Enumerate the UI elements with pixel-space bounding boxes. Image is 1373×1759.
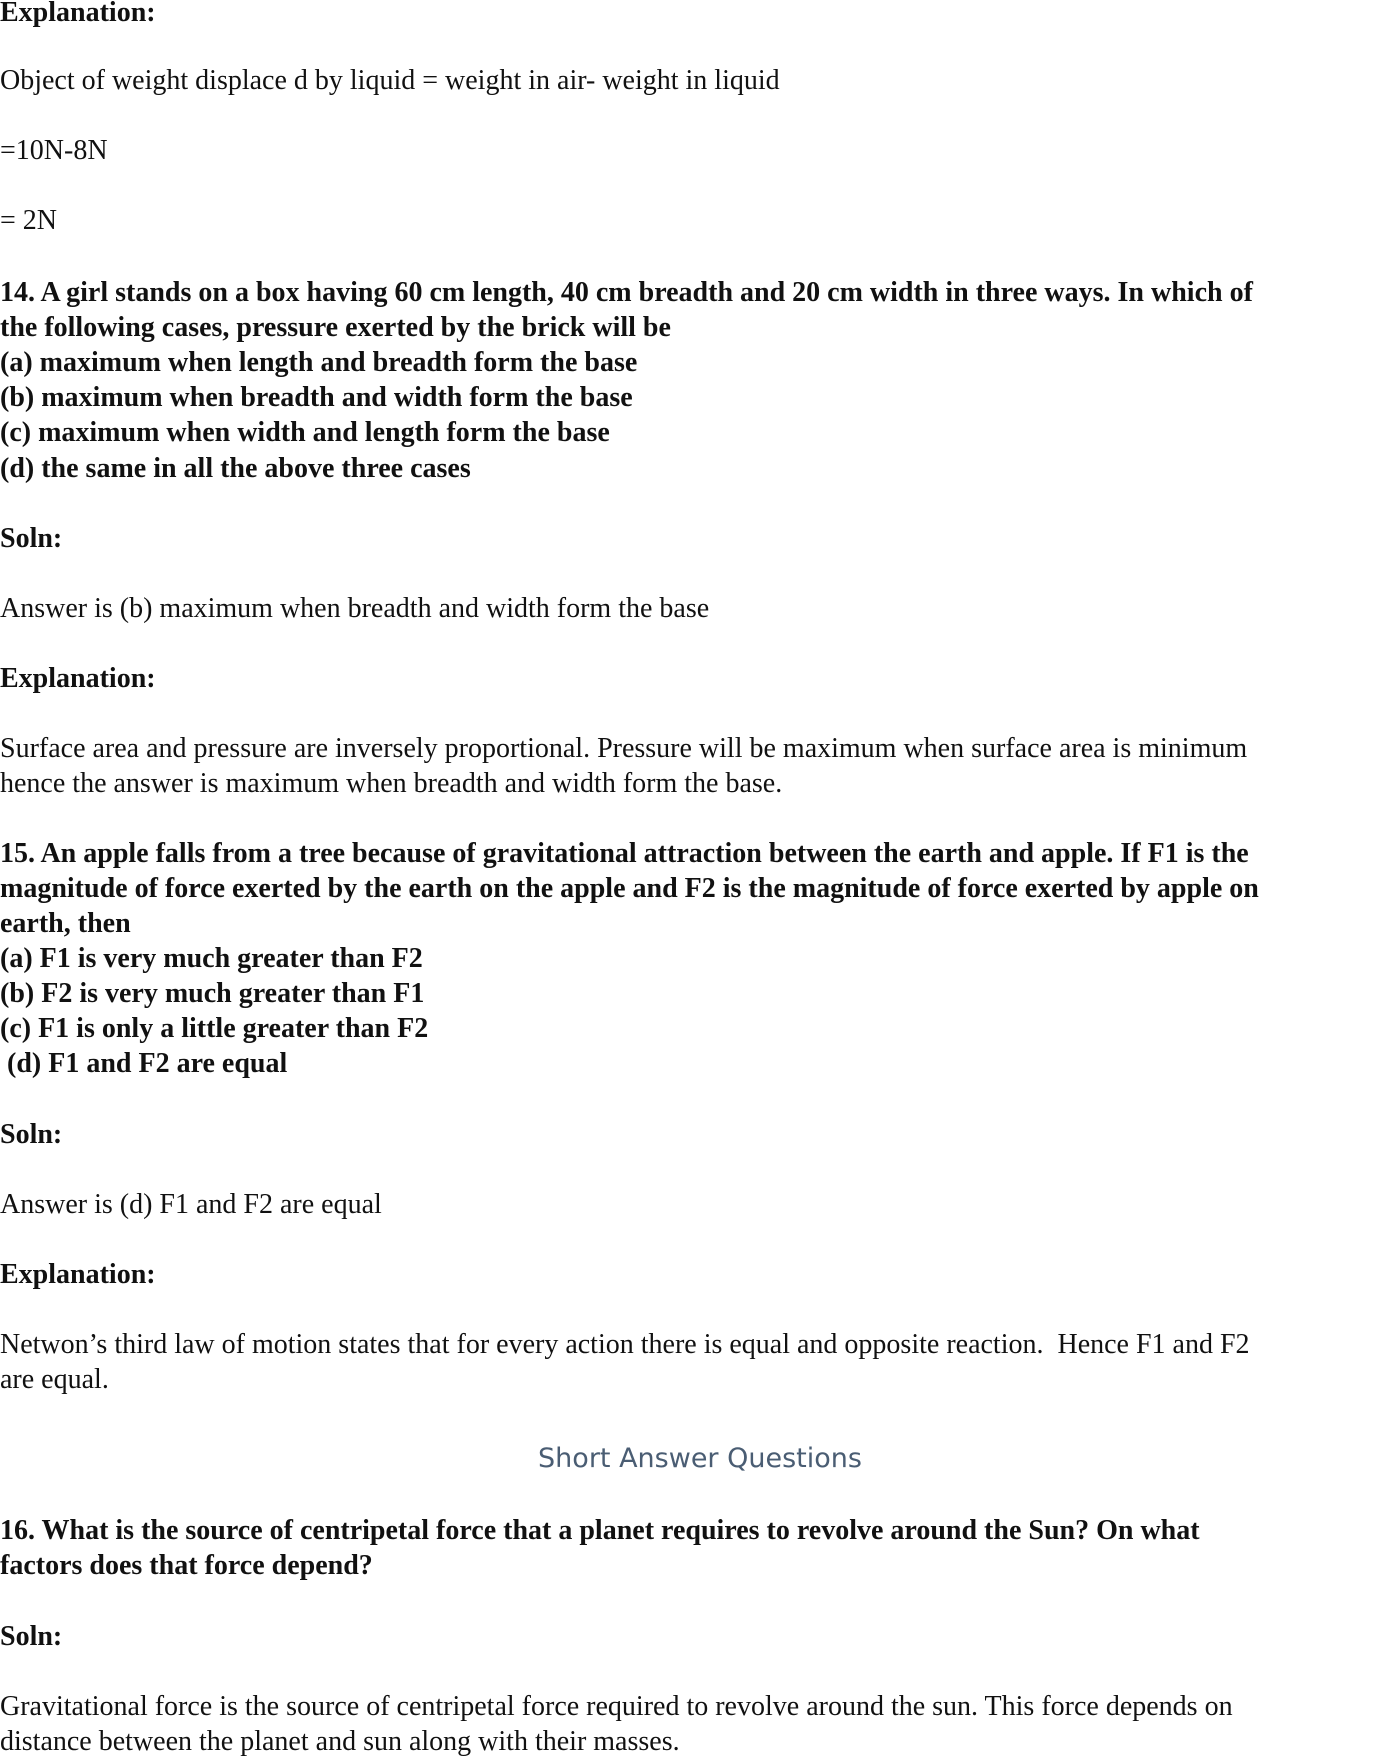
question-15-option-a: (a) F1 is very much greater than F2 xyxy=(0,943,423,974)
explanation-text: =10N-8N xyxy=(0,135,108,166)
question-16-text: 16. What is the source of centripetal force that a planet requires to revolve around the Sun? On what xyxy=(0,1515,1200,1546)
question-15-text: earth, then xyxy=(0,908,131,939)
question-15-text: magnitude of force exerted by the earth on the apple and F2 is the magnitude of force exerted by apple on xyxy=(0,873,1259,904)
explanation-label: Explanation: xyxy=(0,1259,156,1290)
question-15-text: 15. An apple falls from a tree because of gravitational attraction between the earth and apple. If F1 is the xyxy=(0,838,1249,869)
soln-label: Soln: xyxy=(0,1119,63,1150)
question-15-option-d: (d) F1 and F2 are equal xyxy=(0,1048,288,1079)
question-16-text: factors does that force depend? xyxy=(0,1550,373,1581)
answer-text: Gravitational force is the source of centripetal force required to revolve around the sun. This force depends on xyxy=(0,1691,1233,1722)
answer-text: Answer is (b) maximum when breadth and width form the base xyxy=(0,593,710,624)
question-15-option-b: (b) F2 is very much greater than F1 xyxy=(0,978,425,1009)
explanation-label: Explanation: xyxy=(0,663,156,694)
explanation-label: Explanation: xyxy=(0,0,156,28)
section-heading: Short Answer Questions xyxy=(538,1443,862,1474)
explanation-text: are equal. xyxy=(0,1364,109,1395)
explanation-text: Object of weight displace d by liquid = weight in air- weight in liquid xyxy=(0,65,780,96)
soln-label: Soln: xyxy=(0,523,63,554)
question-14-text: the following cases, pressure exerted by the brick will be xyxy=(0,312,671,343)
explanation-text: = 2N xyxy=(0,205,58,236)
question-14-text: 14. A girl stands on a box having 60 cm length, 40 cm breadth and 20 cm width in three ways. In which of xyxy=(0,277,1253,308)
question-14-option-b: (b) maximum when breadth and width form the base xyxy=(0,382,633,413)
explanation-text: hence the answer is maximum when breadth and width form the base. xyxy=(0,768,783,799)
answer-text: distance between the planet and sun along with their masses. xyxy=(0,1726,680,1757)
explanation-text: Surface area and pressure are inversely proportional. Pressure will be maximum when surface area is minimum xyxy=(0,733,1248,764)
answer-text: Answer is (d) F1 and F2 are equal xyxy=(0,1189,382,1220)
soln-label: Soln: xyxy=(0,1621,63,1652)
question-15-option-c: (c) F1 is only a little greater than F2 xyxy=(0,1013,429,1044)
question-14-option-a: (a) maximum when length and breadth form the base xyxy=(0,347,638,378)
question-14-option-c: (c) maximum when width and length form the base xyxy=(0,417,610,448)
question-14-option-d: (d) the same in all the above three cases xyxy=(0,453,471,484)
explanation-text: Netwon’s third law of motion states that for every action there is equal and opposite reaction. Hence F1 and F2 xyxy=(0,1329,1250,1360)
